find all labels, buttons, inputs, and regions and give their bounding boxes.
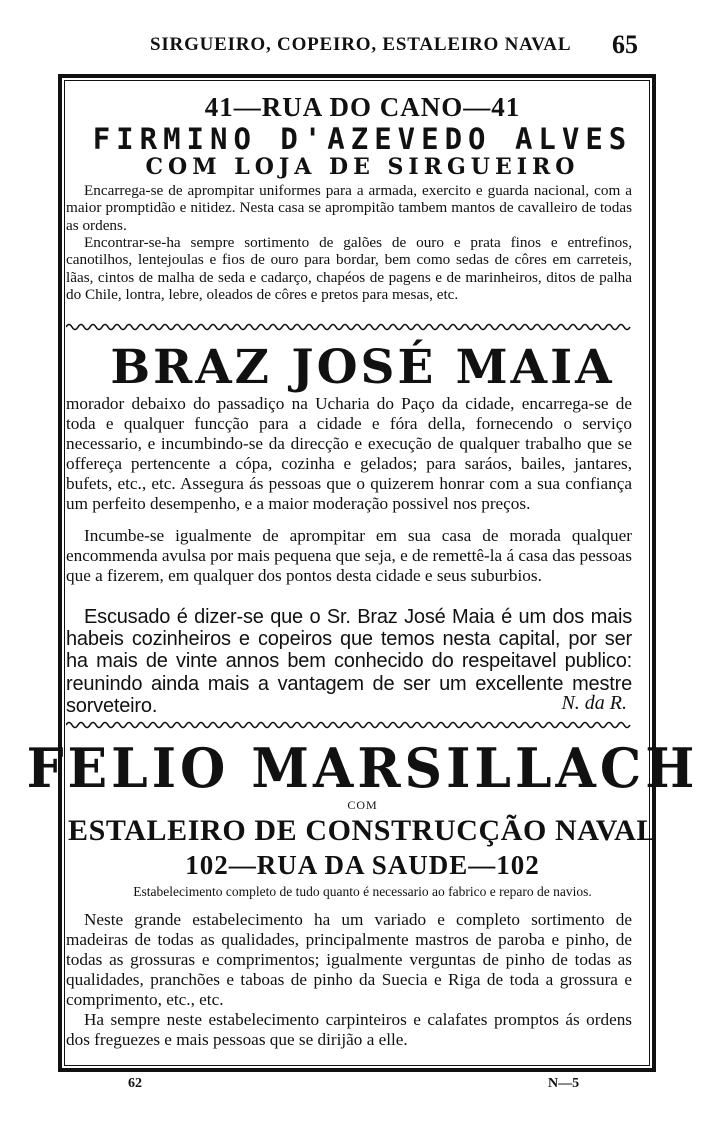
running-head (0, 30, 725, 64)
ad3-name: FELIO MARSILLACH (26, 736, 699, 801)
ad3-address: 102—RUA DA SAUDE—102 (185, 850, 540, 880)
ad2-paragraph-2: Incumbe-se igualmente de aprompitar em sua casa de morada qualquer encommenda avulsa por mais pequena que seja, e de remettê-la á casa das pessoas que a fizerem, em qualquer dos pontos desta cidade e seus suburbios. (66, 526, 632, 585)
ad1-paragraph-1: Encarrega-se de aprompitar uniformes para a armada, exercito e guarda nacional, com a maior promptidão e nitidez. Nesta casa se aprompitão tambem mantos de cavalleiro de todas as ordens. (66, 182, 632, 234)
ad3-tagline: Estabelecimento completo de tudo quanto é necessario ao fabrico e reparo de navios. (133, 884, 592, 899)
ad1-address: 41—RUA DO CANO—41 (204, 92, 521, 122)
ad3-paragraph-1: Neste grande estabelecimento ha um variado e completo sortimento de madeiras de todas as qualidades, principalmente mastros de paroba e pinho, de todas as grossuras e comprimentos; igualmente verguntas de pinho de todas as qualidades, pranchões e taboas de pinho da Suecia e Riga de toda a grossura e comprimento, etc., etc. (66, 910, 632, 1009)
ad1-paragraph-2: Encontrar-se-ha sempre sortimento de galões de ouro e prata finos e entrefinos, canotilhos, lentejoulas e fios de ouro para bordar, bem como sedas de côres em carreteis, lãas, cintos de malha de seda e cadarço, chapéos de pagens e de marinheiros, ditos de palha do Chile, lontra, lebre, oleados de côres e pretos para mesas, etc. (66, 234, 632, 304)
wave-divider-1 (66, 322, 632, 332)
ad1-name: FIRMINO D'AZEVEDO ALVES (92, 122, 633, 156)
running-title: SIRGUEIRO, COPEIRO, ESTALEIRO NAVAL (150, 34, 572, 55)
ad1-subtitle: COM LOJA DE SIRGUEIRO (145, 154, 580, 180)
ad2-name: BRAZ JOSÉ MAIA (110, 340, 615, 395)
signature-mark-left: 62 (128, 1076, 142, 1091)
ad2-paragraph-3: Escusado é dizer-se que o Sr. Braz José Maia é um dos mais habeis cozinheiros e copeiros que temos nesta capital, por ser ha mais de vinte annos bem conhecido do respeitavel publico: reunindo ainda mais a vantagem de ser um excellente mestre sorveteiro. (66, 606, 632, 717)
ad3-com: COM (347, 798, 378, 812)
ad2-paragraph-1: morador debaixo do passadiço na Ucharia do Paço da cidade, encarrega-se de toda e qualquer funcção para a cidade e fóra della, fornecendo o serviço necessario, e incumbindo-se da direcção e execução de qualquer trabalho que se offereça pertencente a cópa, cozinha e gelados; para saráos, bailes, jantares, bufets, etc., etc. Assegura ás pessoas que o quizerem honrar com a sua confiança um perfeito desempenho, e a maior moderação possivel nos preços. (66, 394, 632, 513)
page-number: 65 (612, 30, 638, 59)
wave-divider-2 (66, 720, 632, 730)
ad3-business: ESTALEIRO DE CONSTRUCÇÃO NAVAL (68, 814, 657, 847)
signature-mark-right: N—5 (548, 1076, 580, 1091)
ad3-paragraph-2: Ha sempre neste estabelecimento carpinteiros e calafates promptos ás ordens dos freguezes e mais pessoas que se dirijão a elle. (66, 1010, 632, 1049)
ad2-signature: N. da R. (561, 692, 627, 714)
